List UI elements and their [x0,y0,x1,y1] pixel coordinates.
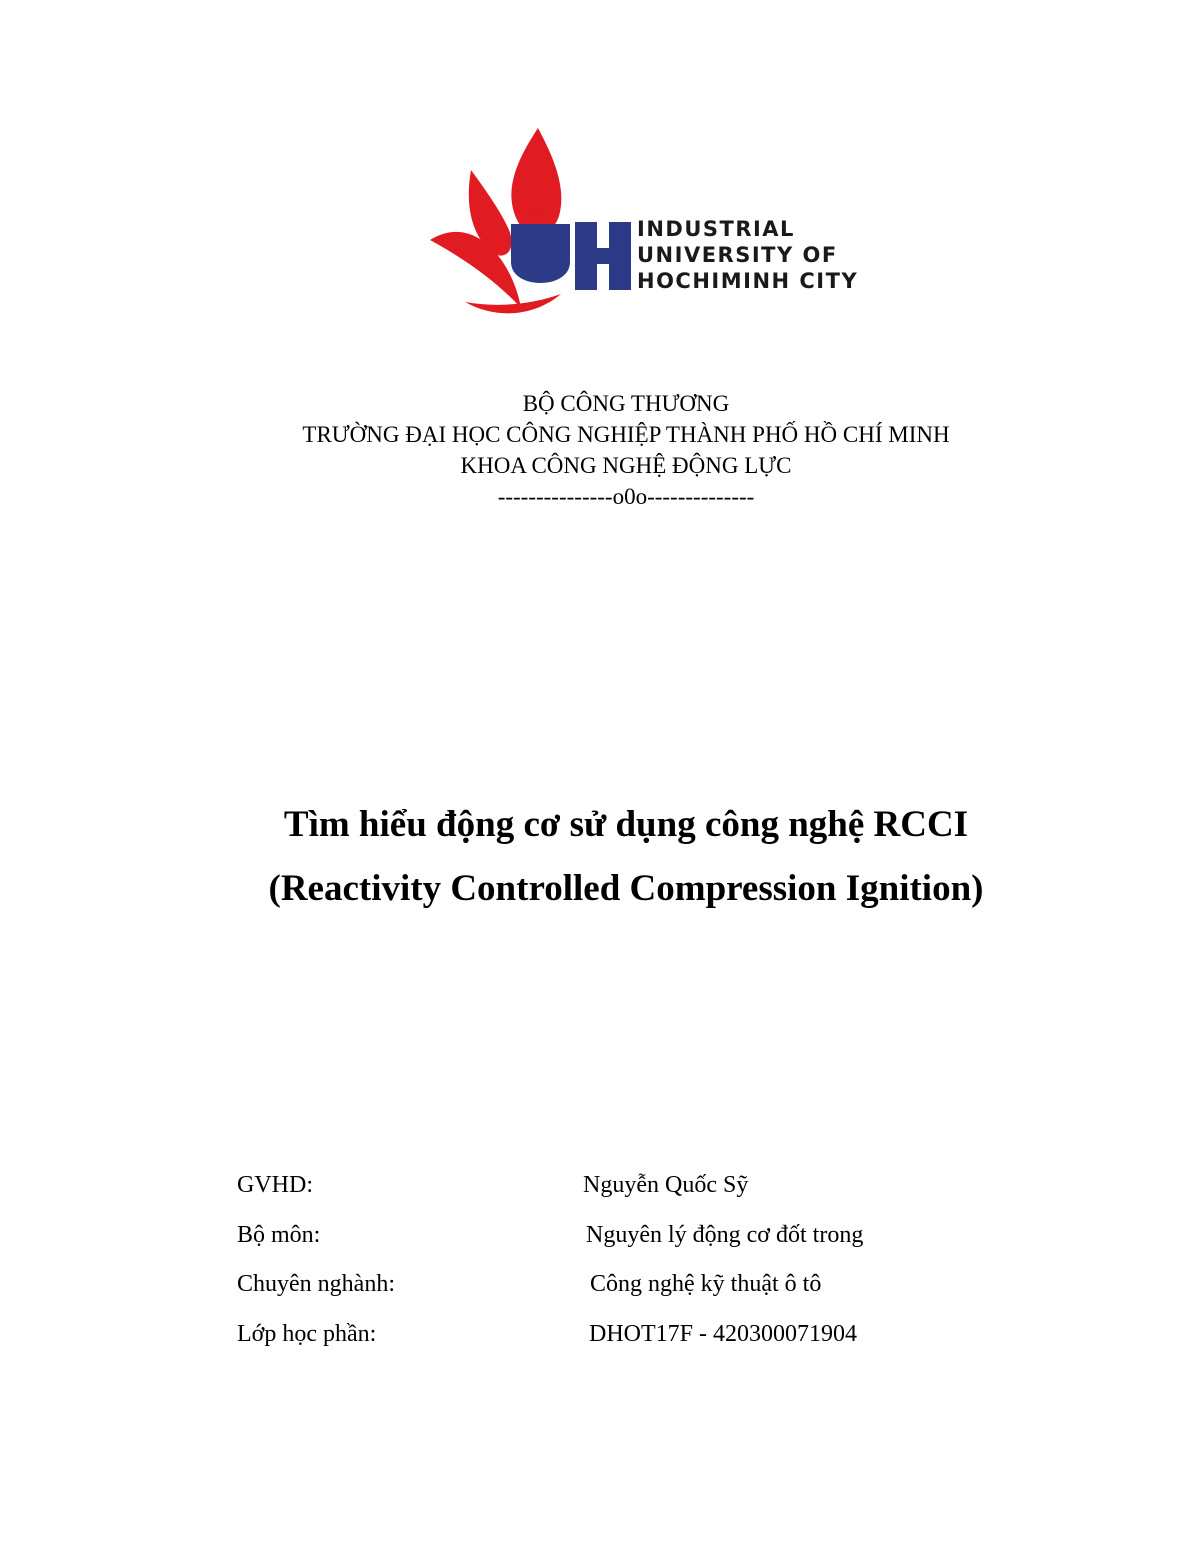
title-line-1: Tìm hiểu động cơ sử dụng công nghệ RCCI [283,804,969,845]
info-row [237,1172,1037,1222]
info-table [237,1172,1037,1370]
faculty-name: KHOA CÔNG NGHỆ ĐỘNG LỰC [460,453,792,478]
info-value: DHOT17F - 420300071904 [589,1320,857,1347]
info-label: Chuyên nghành: [237,1271,395,1297]
ministry-name: BỘ CÔNG THƯƠNG [522,391,730,416]
title-line-2: (Reactivity Controlled Compression Ignition) [268,868,984,909]
info-value: Công nghệ kỹ thuật ô tô [590,1271,822,1297]
info-label: Bộ môn: [237,1221,321,1248]
info-label: GVHD: [237,1172,313,1198]
university-logo [405,112,859,327]
report-title [0,793,1200,921]
logo-wordmark [637,216,858,294]
header-divider: ---------------o0o-------------- [497,484,755,509]
info-label: Lớp học phần: [237,1320,377,1347]
institution-header [0,388,1200,512]
logo-line: HOCHIMINH CITY [637,269,859,293]
logo-line: INDUSTRIAL [637,217,795,241]
university-name: TRƯỜNG ĐẠI HỌC CÔNG NGHIỆP THÀNH PHỐ HỒ CHÍ MINH [302,422,950,447]
info-row [237,1321,1037,1371]
info-value: Nguyên lý động cơ đốt trong [586,1221,864,1248]
info-row [237,1271,1037,1321]
logo-line: UNIVERSITY OF [637,243,838,267]
info-value: Nguyễn Quốc Sỹ [583,1172,749,1198]
info-row [237,1222,1037,1272]
